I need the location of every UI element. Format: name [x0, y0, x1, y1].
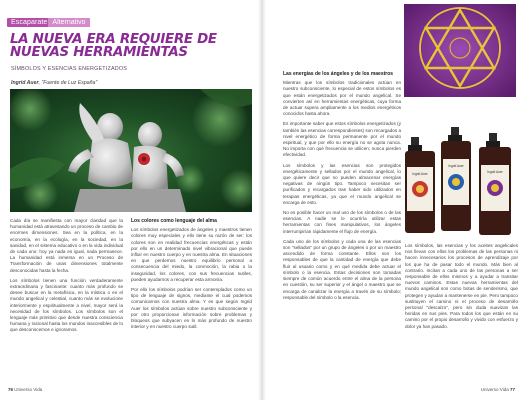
byline-author: Ingrid Auer — [11, 80, 39, 86]
bottle — [479, 133, 511, 235]
section-tag-part2: Alternativo — [48, 18, 89, 27]
paragraph: Por ello los símbolos podrían ser contemplados como un tipo de lenguaje de signos, mediante el cual podemos comunicarnos con nuestra alma. Y es que según Ingrid Auer los símbolos actúan sobre nuestro subconsciente y por otro proporcionan información sobre problemas y bloqueos que subyacen en lo más profundo de nuestro interior y en nuestro cuerpo sutil. — [131, 287, 252, 330]
left-column-1 — [10, 218, 123, 338]
right-column-2 — [405, 243, 518, 334]
magazine-name: Universo Vida — [14, 387, 43, 392]
paragraph: Mientras que los símbolos tradicionales actúan en nuestro subconsciente, lo especial de estos símbolos es que están energetizados por el mundo angelical. Se convierten así en herramientas energéticas, cuya forma de actuar supera ampliamente a los medios energéticos conocidos hasta ahora. — [283, 80, 401, 117]
left-column-2 — [131, 218, 252, 334]
paragraph: Los símbolos y las esencias son protegidos energéticamente y sellados por el mundo angelical, lo que quiere decir que no pueden almacenar energías negativas de ningún tipo. Tampoco necesitan ser purificados y recargados tras haber sido utilizados en terapias energéticas, ya que el mundo angelical se encarga de esto. — [283, 162, 401, 205]
paragraph: Cada día se manifiesta con mayor claridad que la humanidad está atravesando un proceso de cambio de enormes dimensiones. Sea en la política, en la economía, en la ecología, en la sociedad, en la sanidad, en el sistema educativo o en la vida individual de cada uno: hoy ya nada es igual, nada permanece. La humanidad está inmersa en un Proceso de Transformación de unas dimensiones totalmente desconocidas hasta la fecha. — [10, 218, 123, 273]
byline-source: "Fuente de Luz España" — [41, 80, 98, 86]
paragraph: Es importante saber que estos símbolos energetizados (y también las esencias correspondientes) son recargados a nivel energético de forma permanente por el mundo espiritual, y que por ello su energía no se agota nunca. No importa con qué frecuencia se utilicen; nunca pierden efectividad. — [283, 121, 401, 158]
star-of-david-icon — [404, 4, 516, 97]
right-column-1 — [283, 71, 401, 305]
right-page-footer — [481, 387, 515, 392]
paragraph: Los símbolos energetizados de ángeles y maestros tienen colores muy especiales y ello tiene su razón de ser: los colores son en realidad frecuencias energéticas y están por ello en un determinado nivel vibracional que puede influir en nuestro cuerpo y en nuestra alma. En situaciones en que perdemos nuestro equilibrio personal a consecuencia del miedo, la conmoción, la rabia o la inseguridad, los colores, con sus frecuencias sutiles, pueden ayudarnos a recuperar esta armonía. — [131, 227, 252, 282]
magazine-name: Universo Vida — [480, 387, 509, 392]
article-byline: Ingrid Auer, "Fuente de Luz España" — [11, 80, 98, 86]
article-headline: LA NUEVA ERA REQUIERE DE NUEVAS HERRAMIENTAS — [10, 32, 217, 60]
page-number: 76 — [8, 387, 14, 392]
bottle-label: Ingrid Auer — [412, 172, 428, 176]
spray-bottles-illustration — [403, 123, 517, 241]
section-tag-part1: Escaparate — [7, 18, 51, 27]
bottle-label: Ingrid Auer — [448, 164, 464, 168]
cherub-statue-illustration — [10, 89, 252, 212]
essence-bottles-image — [403, 123, 517, 241]
paragraph: No es posible hacer un mal uso de los símbolos o de las esencias. A nadie se le ocurriría utilizar estas herramientas con fines manipulativos, los ángeles interrumpirían rápidamente el flujo de energía. — [283, 210, 401, 234]
section-heading: Las energías de los ángeles y de los maestros — [283, 71, 394, 77]
cherub-fountain-photo — [10, 89, 252, 212]
bottle — [441, 127, 471, 231]
paragraph: Los símbolos tienen una función verdaderamente extraordinaria y fascinante: cuanto más profundo se desee buscar en la metafísica, en la mística o en el mundo angelical y celestial, cuanto más se evolucione interiormente y espiritualmente a nivel, mayor será la necesidad de los símbolos. Los símbolos son el lenguaje más primitivo que desde nuestra consciencia humana y racional hasta los mundos inaccesibles de lo que desconocemos e ignoramos. — [10, 277, 123, 333]
page-number: 77 — [509, 387, 515, 392]
paragraph: Los símbolos, las esencias y los aceites angelicales nos llevan con ellos los problemas de las personas ni hacen innecesarios los procesos de aprendizaje por los que ha de pasar todo el mundo. Más bien al contrario. Incitan a cada uno de las personas a ser responsable de ellos mismos y a ayudar a transitar nuevos caminos. Estas nuevas herramientas del mundo angelical son como botas de senderismo, que protegen y ayudan a mantenerse en pie. Pero tampoco sustituyen el camino ni el proceso de desarrollo personal "descalzo", pero sin duda suavizan las heridas en sus pies. Para todos los que están en su camino por el propio desarrollo y vivido con esfuerzo y dolor ya han pasado. — [405, 243, 518, 329]
bottle-label: Ingrid Auer — [487, 170, 503, 174]
left-page-footer — [8, 387, 42, 392]
paragraph: Cada uno de los símbolos y cada una de las esencias son "sellados" por un grupo de ángeles o por un maestro ascendido de forma constante. Ellos son los responsables de que la cantidad de energía que debe fluir al usuario como y en qué medida debe actuar el símbolo o la esencia. Estas decisiones son tomadas siempre de común acuerdo entre el alma de la persona en cuestión, su ser superior y el ángel o maestro que se encarga de canalizar la energía a través de su símbolo; responsable del símbolo o la esencia. — [283, 238, 401, 300]
section-heading: Los colores como lenguaje del alma — [131, 218, 217, 224]
article-subhead: SÍMBOLOS Y ESENCIAS ENERGETIZADOS — [11, 66, 128, 72]
bottle — [405, 137, 435, 233]
hexagram-symbol-image — [404, 4, 516, 97]
section-tag — [7, 11, 187, 26]
